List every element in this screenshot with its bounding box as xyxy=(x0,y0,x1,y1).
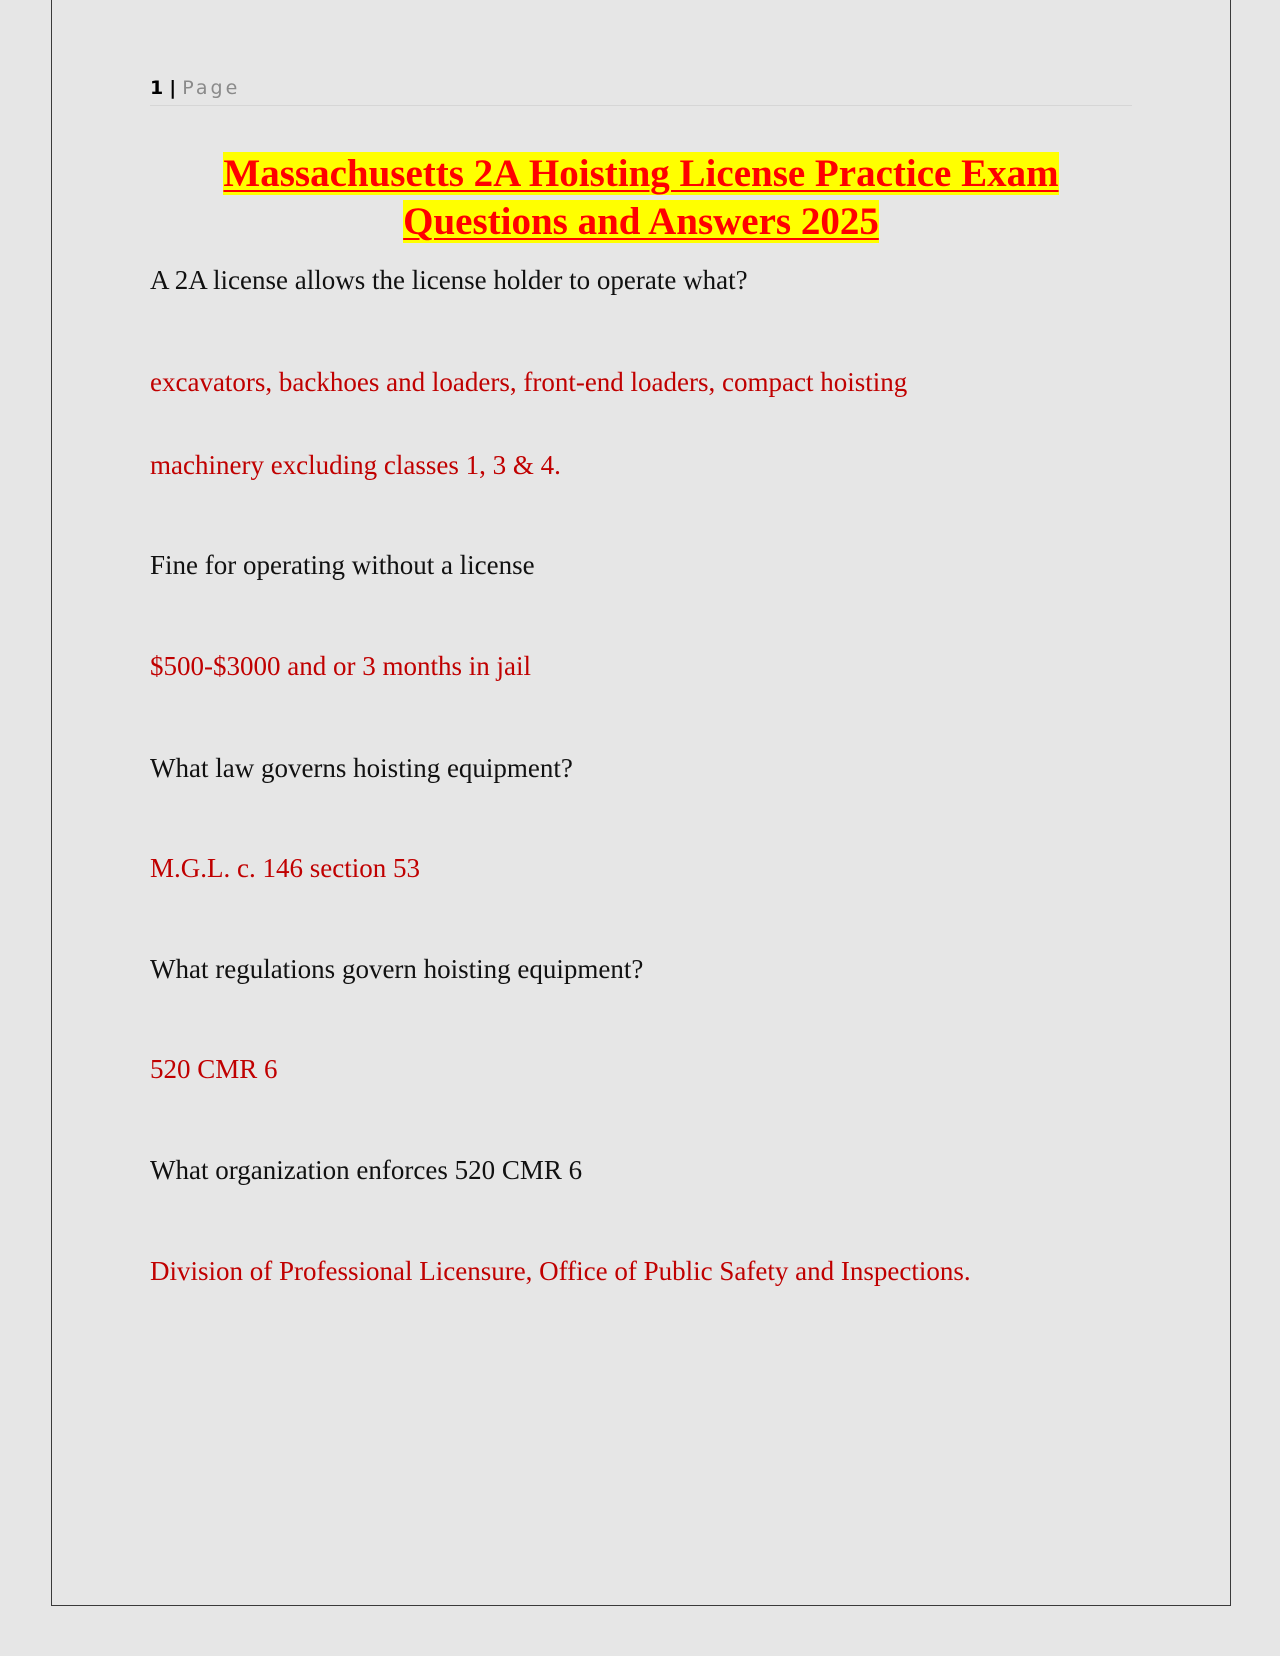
document-title xyxy=(150,150,1132,246)
question-4: What regulations govern hoisting equipment? xyxy=(150,954,644,984)
answer-1-line-2: machinery excluding classes 1, 3 & 4. xyxy=(150,450,561,480)
page-label: Page xyxy=(182,77,241,99)
page-number: 1 xyxy=(150,77,164,99)
question-3: What law governs hoisting equipment? xyxy=(150,753,573,783)
question-5: What organization enforces 520 CMR 6 xyxy=(150,1155,583,1185)
title-line-2: Questions and Answers 2025 xyxy=(403,200,879,243)
answer-1-line-1: excavators, backhoes and loaders, front-end loaders, compact hoisting xyxy=(150,367,908,397)
answer-2: $500-$3000 and or 3 months in jail xyxy=(150,651,531,681)
title-line-1: Massachusetts 2A Hoisting License Practice Exam xyxy=(223,152,1059,195)
answer-4: 520 CMR 6 xyxy=(150,1054,278,1084)
answer-5: Division of Professional Licensure, Office of Public Safety and Inspections. xyxy=(150,1256,971,1286)
answer-3: M.G.L. c. 146 section 53 xyxy=(150,853,420,883)
page-header xyxy=(150,74,1132,106)
question-2: Fine for operating without a license xyxy=(150,550,535,580)
page-separator: | xyxy=(169,77,177,99)
question-1: A 2A license allows the license holder to operate what? xyxy=(150,265,748,295)
